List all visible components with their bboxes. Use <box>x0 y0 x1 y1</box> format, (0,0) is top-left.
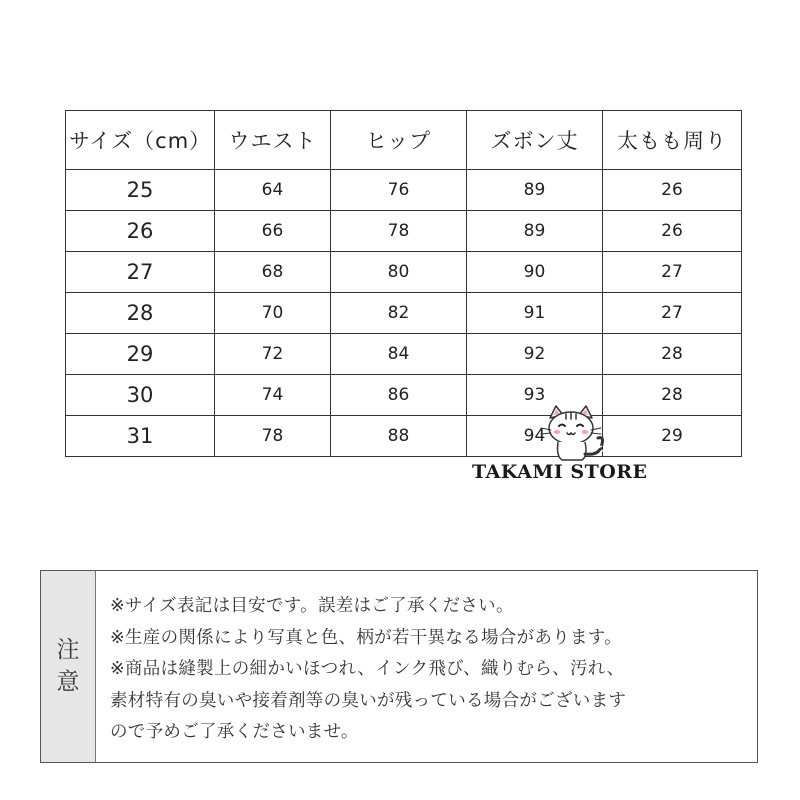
header-pants-length: ズボン丈 <box>467 111 603 170</box>
cell-waist: 72 <box>215 334 331 375</box>
table-row <box>66 334 742 375</box>
header-thigh: 太もも周り <box>603 111 742 170</box>
table-row <box>66 416 742 457</box>
note-line: ※生産の関係により写真と色、柄が若干異なる場合があります。 <box>110 627 622 648</box>
cell-size: 27 <box>66 252 215 293</box>
cell-thigh: 26 <box>603 170 742 211</box>
cell-size: 29 <box>66 334 215 375</box>
cell-hip: 86 <box>331 375 467 416</box>
cell-hip: 88 <box>331 416 467 457</box>
cell-pants-length: 93 <box>467 375 603 416</box>
cell-hip: 82 <box>331 293 467 334</box>
header-waist: ウエスト <box>215 111 331 170</box>
notes-box <box>40 570 758 763</box>
table-row <box>66 211 742 252</box>
cell-size: 31 <box>66 416 215 457</box>
store-name-logo: TAKAMI STORE <box>472 461 648 483</box>
cell-waist: 68 <box>215 252 331 293</box>
cell-thigh: 28 <box>603 334 742 375</box>
cell-pants-length: 94 <box>467 416 603 457</box>
note-line: ※サイズ表記は目安です。誤差はご了承ください。 <box>110 596 514 616</box>
cell-waist: 78 <box>215 416 331 457</box>
note-line: ので予めご了承くださいませ。 <box>110 722 359 742</box>
cell-pants-length: 91 <box>467 293 603 334</box>
table-row <box>66 252 742 293</box>
notes-heading <box>41 571 96 762</box>
cell-thigh: 29 <box>603 416 742 457</box>
cell-waist: 64 <box>215 170 331 211</box>
cell-pants-length: 90 <box>467 252 603 293</box>
notes-heading-char: 意 <box>56 668 80 695</box>
note-line: ※商品は縫製上の細かいほつれ、インク飛び、織りむら、汚れ、 <box>110 659 625 679</box>
cell-thigh: 27 <box>603 293 742 334</box>
size-chart-header-row <box>66 111 742 170</box>
size-chart-table <box>65 110 742 457</box>
cell-waist: 66 <box>215 211 331 252</box>
cell-thigh: 27 <box>603 252 742 293</box>
note-line: 素材特有の臭いや接着剤等の臭いが残っている場合がございます <box>110 690 627 711</box>
table-row <box>66 170 742 211</box>
cat-mascot-icon <box>536 404 616 464</box>
cell-hip: 78 <box>331 211 467 252</box>
cell-size: 26 <box>66 211 215 252</box>
header-size: サイズ（cm） <box>66 111 215 170</box>
table-row <box>66 375 742 416</box>
notes-heading-char: 注 <box>56 637 80 664</box>
header-hip: ヒップ <box>331 111 467 170</box>
cell-size: 30 <box>66 375 215 416</box>
cell-waist: 70 <box>215 293 331 334</box>
cell-pants-length: 92 <box>467 334 603 375</box>
cell-pants-length: 89 <box>467 170 603 211</box>
cell-thigh: 28 <box>603 375 742 416</box>
notes-body <box>96 571 757 762</box>
cell-thigh: 26 <box>603 211 742 252</box>
cell-pants-length: 89 <box>467 211 603 252</box>
cell-hip: 76 <box>331 170 467 211</box>
cell-waist: 74 <box>215 375 331 416</box>
cell-size: 25 <box>66 170 215 211</box>
cell-hip: 80 <box>331 252 467 293</box>
cell-size: 28 <box>66 293 215 334</box>
table-row <box>66 293 742 334</box>
cell-hip: 84 <box>331 334 467 375</box>
